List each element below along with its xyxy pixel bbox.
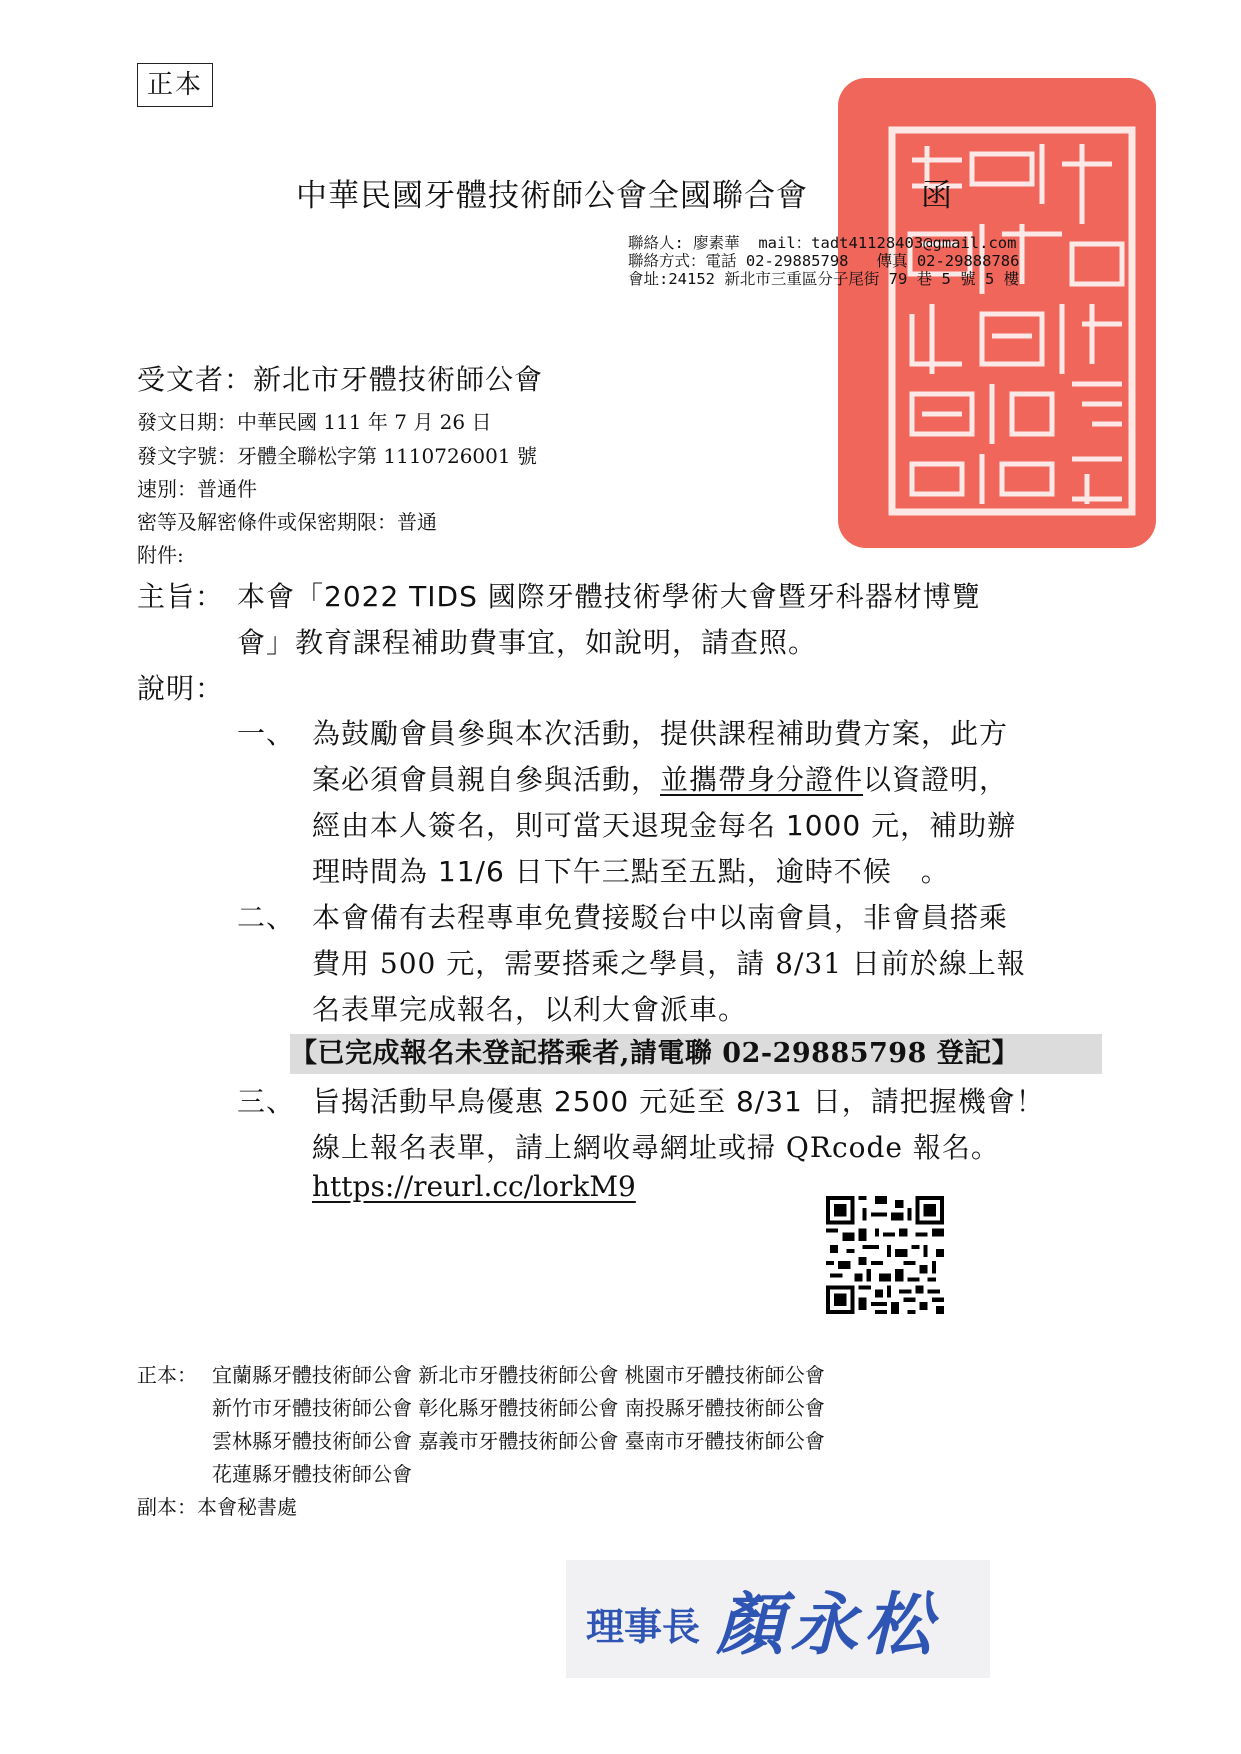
item-1-line-3: 經由本人簽名，則可當天退現金每名 1000 元，補助辦 (312, 809, 1017, 842)
copy-type-label: 正本 (137, 63, 213, 107)
contact-person: 聯絡人: 廖素華 (628, 234, 740, 252)
original-recipients-label: 正本： (137, 1363, 197, 1387)
svg-text:理事長: 理事長 (586, 1604, 701, 1649)
item-1-line-2: 案必須會員親自參與活動，並攜帶身分證件以資證明， (312, 763, 1009, 796)
official-seal (832, 74, 1162, 552)
original-recipients-row-2: 新竹市牙體技術師公會 彰化縣牙體技術師公會 南投縣牙體技術師公會 (212, 1396, 825, 1420)
delivery-speed: 速別：普通件 (137, 477, 257, 501)
subject-label: 主旨： (137, 580, 225, 613)
copy-recipients: 副本：本會秘書處 (137, 1495, 297, 1519)
contact-address: 會址:24152 新北市三重區分子尾街 79 巷 5 號 5 樓 (628, 270, 1020, 288)
subject-line-1: 本會「2022 TIDS 國際牙體技術學術大會暨牙科器材博覽 (237, 580, 981, 613)
original-recipients-row-4: 花蓮縣牙體技術師公會 (212, 1462, 412, 1486)
original-recipients-row-1: 宜蘭縣牙體技術師公會 新北市牙體技術師公會 桃園市牙體技術師公會 (212, 1363, 825, 1387)
item-3-marker: 三、 (237, 1085, 296, 1118)
highlight-note: 【已完成報名未登記搭乘者,請電聯 02-29885798 登記】 (290, 1034, 1102, 1074)
item-1-marker: 一、 (237, 717, 296, 750)
explanation-label: 說明： (137, 672, 225, 705)
item-3-line-2: 線上報名表單，請上網收尋網址或掃 QRcode 報名。 (312, 1131, 1000, 1164)
subject-line-2: 會」教育課程補助費事宜，如說明，請查照。 (237, 626, 818, 659)
item-1-line-4: 理時間為 11/6 日下午三點至五點，逾時不候 。 (312, 855, 950, 888)
svg-text:顏永松: 顏永松 (716, 1585, 939, 1665)
original-recipients-row-3: 雲林縣牙體技術師公會 嘉義市牙體技術師公會 臺南市牙體技術師公會 (212, 1429, 825, 1453)
registration-url-link[interactable]: https://reurl.cc/lorkM9 (312, 1170, 636, 1203)
contact-phone: 聯絡方式：電話 02-29885798 (628, 252, 849, 270)
classification: 密等及解密條件或保密期限：普通 (137, 510, 437, 534)
chairman-signature-stamp (566, 1560, 990, 1678)
attachment: 附件: (137, 543, 184, 567)
item-2-line-1: 本會備有去程專車免費接駁台中以南會員，非會員搭乘 (312, 901, 1009, 934)
item-3-line-1: 旨揭活動早鳥優惠 2500 元延至 8/31 日，請把握機會！ (312, 1085, 1045, 1118)
item-2-marker: 二、 (237, 901, 296, 934)
underlined-id-requirement: 並攜帶身分證件 (660, 763, 864, 796)
contact-fax: 傳真 02-29888786 (876, 252, 1020, 270)
recipient: 受文者：新北市牙體技術師公會 (137, 363, 544, 396)
item-2-line-3: 名表單完成報名，以利大會派車。 (312, 993, 748, 1026)
document-type: 函 (921, 178, 952, 214)
document-number: 發文字號：牙體全聯松字第 1110726001 號 (137, 444, 537, 468)
qr-code-image[interactable] (826, 1196, 944, 1314)
issue-date: 發文日期：中華民國 111 年 7 月 26 日 (137, 410, 492, 434)
item-2-line-2: 費用 500 元，需要搭乘之學員，請 8/31 日前於線上報 (312, 947, 1026, 980)
issuing-organization: 中華民國牙體技術師公會全國聯合會 (296, 178, 808, 214)
item-1-line-1: 為鼓勵會員參與本次活動，提供課程補助費方案，此方 (312, 717, 1009, 750)
contact-email: mail：tadt41128403@gmail.com (758, 234, 1017, 252)
contact-info (628, 234, 1019, 288)
